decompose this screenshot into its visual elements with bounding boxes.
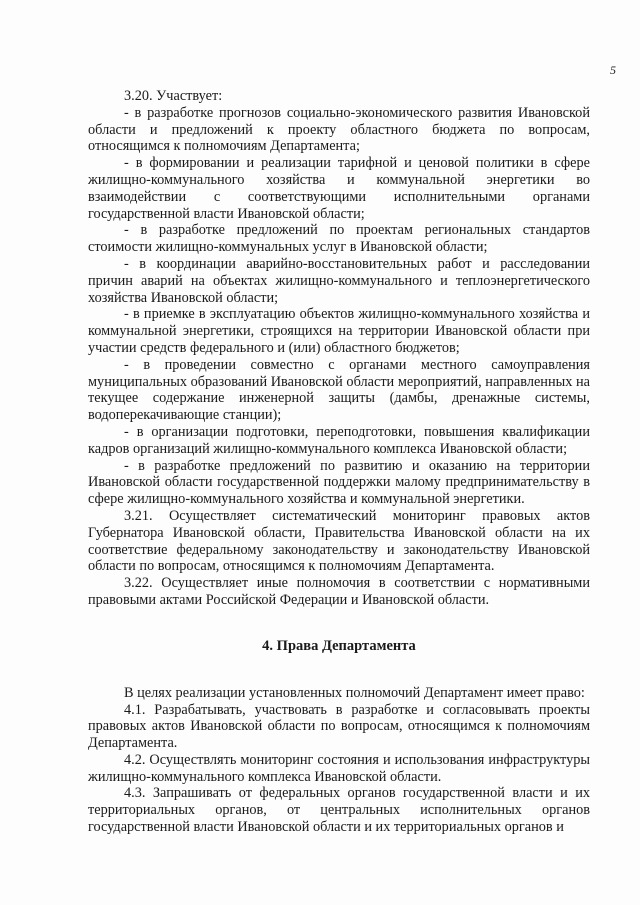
section-3-20-item: - в координации аварийно-восстановительных работ и расследовании причин аварий на объектах жилищно-коммунального и теплоэнергетического хозяйства Ивановской области; [88, 255, 590, 306]
chapter-4-item: 4.3. Запрашивать от федеральных органов государственной власти и их территориальных органов, от центральных исполнительных органов государственной власти Ивановской области и их территориальных органов и [88, 785, 590, 836]
chapter-4-item: 4.1. Разрабатывать, участвовать в разработке и согласовывать проекты правовых актов Ивановской области по вопросам, относящимся к полномочиям Департамента. [88, 701, 590, 752]
section-3-21: 3.21. Осуществляет систематический мониторинг правовых актов Губернатора Ивановской области, Правительства Ивановской области на их соответствие федеральному законодательству и законодательству Ивановской области по вопросам, относящимся к полномочиям Департамента. [88, 507, 590, 575]
chapter-4-heading: 4. Права Департамента [262, 637, 416, 654]
section-3-20-item: - в приемке в эксплуатацию объектов жилищно-коммунального хозяйства и коммунальной энергетики, строящихся на территории Ивановской области при участии средств федерального и (или) областного бюджетов; [88, 306, 590, 356]
page-number: 5 [610, 63, 616, 77]
chapter-4-intro: В целях реализации установленных полномочий Департамент имеет право: [124, 684, 585, 701]
section-3-20-item: - в разработке предложений по проектам региональных стандартов стоимости жилищно-коммунальных услуг в Ивановской области; [88, 222, 590, 256]
section-3-20-item: - в формировании и реализации тарифной и ценовой политики в сфере жилищно-коммунального хозяйства и коммунальной энергетики во взаимодействии с соответствующими исполнительными органами государственной власти Ивановской области; [88, 155, 590, 222]
chapter-4-item: 4.2. Осуществлять мониторинг состояния и использования инфраструктуры жилищно-коммунального комплекса Ивановской области. [88, 751, 590, 785]
document-body [88, 88, 590, 836]
section-3-20-title: 3.20. Участвует: [124, 88, 223, 104]
section-3-20-item: - в разработке предложений по развитию и оказанию на территории Ивановской области государственной поддержки малому предпринимательству в сфере жилищно-коммунального хозяйства и коммунальной энергетики. [88, 457, 590, 508]
section-3-20-item: - в разработке прогнозов социально-экономического развития Ивановской области и предложений к проекту областного бюджета по вопросам, относящимся к полномочиям Департамента; [88, 104, 590, 155]
section-3-20-item: - в организации подготовки, переподготовки, повышения квалификации кадров организаций жилищно-коммунального комплекса Ивановской области; [88, 423, 590, 457]
section-3-22: 3.22. Осуществляет иные полномочия в соответствии с нормативными правовыми актами Российской Федерации и Ивановской области. [88, 575, 590, 608]
section-3-20-item: - в проведении совместно с органами местного самоуправления муниципальных образований Ивановской области мероприятий, направленных на текущее содержание инженерной защиты (дамбы, дренажные системы, водоперекачивающие станции); [88, 356, 590, 424]
